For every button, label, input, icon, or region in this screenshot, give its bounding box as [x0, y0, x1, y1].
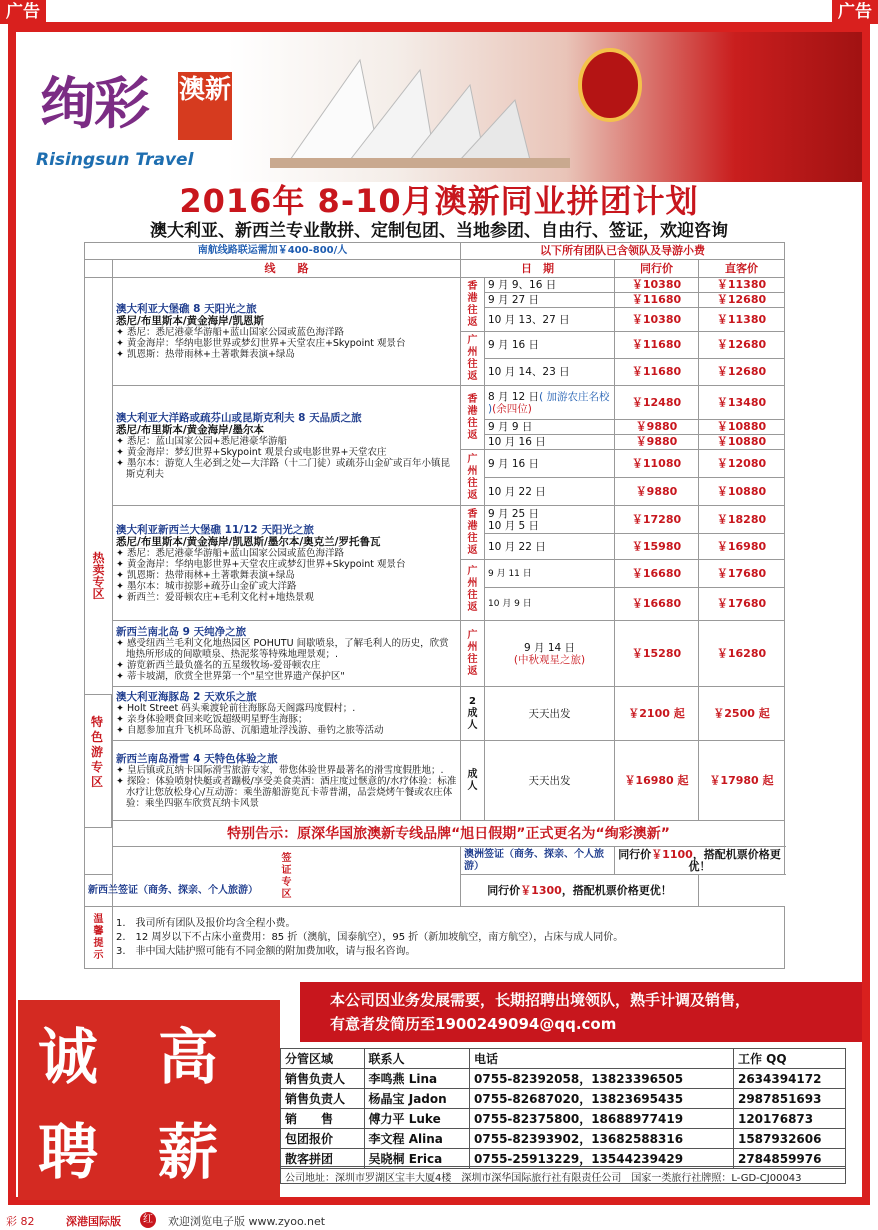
note-left: 南航线路联运需加￥400-800/人: [85, 243, 461, 260]
recruit-banner: 本公司因业务发展需要，长期招聘出境领队，熟手计调及销售， 有意者发简历至1900249094@qq.com: [300, 982, 862, 1042]
route-2-city-hk: 香港往返: [461, 386, 485, 450]
peer-price: ￥16680: [615, 560, 699, 588]
date: 9 月 11 日: [485, 560, 615, 588]
date: 天天出发: [485, 741, 615, 821]
date: 10 月 16 日: [485, 435, 615, 450]
peer-price: ￥9880: [615, 420, 699, 435]
route-5-people: 2 成人: [461, 687, 485, 741]
direct-price: ￥10880: [699, 435, 785, 450]
zone-visa: 签证专区: [113, 847, 461, 907]
peer-price: ￥9880: [615, 435, 699, 450]
ad-label-right: 广告: [832, 0, 878, 24]
footer: [0, 1210, 878, 1230]
direct-price: ￥2500 起: [699, 687, 785, 741]
peer-price: ￥12480: [615, 386, 699, 420]
direct-price: ￥17680: [699, 588, 785, 621]
zone-hot: 热卖专区: [85, 278, 113, 875]
peer-price: ￥10380: [615, 278, 699, 293]
peer-price: ￥2100 起: [615, 687, 699, 741]
peer-price: ￥10380: [615, 308, 699, 332]
direct-price: ￥10880: [699, 420, 785, 435]
date: 9 月 25 日 10 月 5 日: [485, 506, 615, 534]
peer-price: ￥17280: [615, 506, 699, 534]
logo-box: 澳新: [178, 72, 232, 140]
direct-price: ￥12680: [699, 293, 785, 308]
date: 8 月 12 日( 加游农庄名校 )(余四位): [485, 386, 615, 420]
peer-price: ￥16980 起: [615, 741, 699, 821]
contact-table: [280, 1048, 846, 1169]
peer-price: ￥9880: [615, 478, 699, 506]
date: 9 月 16 日: [485, 450, 615, 478]
direct-price: ￥12680: [699, 332, 785, 359]
ad-label-left: 广告: [0, 0, 46, 24]
peer-price: ￥11680: [615, 293, 699, 308]
page-number: 彩 82: [6, 1215, 35, 1228]
date: 9 月 27 日: [485, 293, 615, 308]
col-header: 联系人: [364, 1049, 469, 1069]
date: 9 月 9、16 日: [485, 278, 615, 293]
route-5: 澳大利亚海豚岛 2 天欢乐之旅 ✦ Holt Street 码头乘渡轮前往海豚岛天阁露玛度假村；. ✦ 亲身体验喂食回来吃饭超级明星野生海豚； ✦ 自愿参加直升飞机环岛游、沉船遗址浮浅游、垂钓之旅等活动: [113, 687, 461, 741]
header-route: 线 路: [113, 260, 461, 278]
logo-en: Risingsun Travel: [36, 150, 194, 170]
date: 10 月 14、23 日: [485, 359, 615, 386]
peer-price: ￥15280: [615, 621, 699, 687]
peer-price: ￥11080: [615, 450, 699, 478]
table-row: 销 售 傅力平 Luke 0755-82375800，18688977419 120176873: [281, 1109, 846, 1129]
route-4: 新西兰南北岛 9 天纯净之旅 ✦ 感受纽西兰毛利文化地热园区 POHUTU 间歇喷泉，了解毛利人的历史，欣赏地热所形成的间歇喷泉、热泥浆等特殊地理景观；. ✦ 游览新西兰最负盛名的五星级牧场-爱哥顿农庄 ✦ 蒂卡坡湖，欣赏全世界第一个"星空世界遗产保护区": [113, 621, 461, 687]
logo-cn: 绚彩: [40, 71, 148, 137]
header-direct-price: 直客价: [699, 260, 785, 278]
route-3: 澳大利亚新西兰大堡礁 11/12 天阳光之旅 悉尼/布里斯本/黄金海岸/凯恩斯/墨尔本/奥克兰/罗托鲁瓦 ✦ 悉尼：悉尼港豪华游船+蓝山国家公园或蓝色海洋路 ✦ 黄金海岸：华纳电影世界+天堂农庄或梦幻世界+Skypoint 观景台 ✦ 凯恩斯：热带雨林+土著歌舞表演+绿岛 ✦ 墨尔本：城市掠影+疏芬山金矿或大洋路 ✦ 新西兰：爱哥顿农庄+毛利文化村+地热景观: [113, 506, 461, 621]
col-header: 电话: [470, 1049, 734, 1069]
date: 天天出发: [485, 687, 615, 741]
header-date: 日 期: [461, 260, 615, 278]
zone-special: 特色游专区: [84, 694, 112, 828]
direct-price: ￥17680: [699, 560, 785, 588]
route-2: 澳大利亚大洋路或疏芬山或昆斯克利夫 8 天品质之旅 悉尼/布里斯本/黄金海岸/墨尔本 ✦ 悉尼：蓝山国家公园+悉尼港豪华游船 ✦ 黄金海岸：梦幻世界+Skypoint 观景台或电影世界+天堂农庄 ✦ 墨尔本：游览人生必到之处—大洋路（十二门徒）或疏芬山金矿或百年小镇昆斯克利夫: [113, 386, 461, 506]
table-row: 散客拼团 吴晓桐 Erica 0755-25913229，13544239429 2784859976: [281, 1149, 846, 1169]
col-header: 分管区域: [281, 1049, 365, 1069]
opera-house-illustration: [230, 40, 650, 170]
direct-price: ￥12080: [699, 450, 785, 478]
tour-table: [84, 242, 785, 969]
page-title: 2016年 8-10月澳新同业拼团计划: [179, 182, 699, 220]
direct-price: ￥11380: [699, 278, 785, 293]
date: 9 月 14 日 (中秋观星之旅): [485, 621, 615, 687]
page-subtitle: 澳大利亚、新西兰专业散拼、定制包团、当地参团、自由行、签证，欢迎咨询: [150, 221, 728, 241]
visa-au-price: 同行价￥1100，搭配机票价格更优！: [615, 847, 785, 875]
peer-price: ￥16680: [615, 588, 699, 621]
direct-price: ￥18280: [699, 506, 785, 534]
date: 9 月 16 日: [485, 332, 615, 359]
col-header: 工作 QQ: [733, 1049, 845, 1069]
direct-price: ￥10880: [699, 478, 785, 506]
tips: 1. 我司所有团队及报价均含全程小费。 2. 12 周岁以下不占床小童费用：85 折（澳航，国泰航空），95 折（新加坡航空，南方航空），占床与成人同价。 3. 非中国大陆护照可能有不同金额的附加费加收，请与报名咨询。: [113, 907, 785, 969]
recruit-characters: 诚 高 聘 薪: [18, 1000, 280, 1200]
route-6: 新西兰南岛滑雪 4 天特色体验之旅 ✦ 皇后镇或瓦纳卡国际滑雪旅游专家，带您体验世界最著名的滑雪度假胜地；. ✦ 探险：体验喷射快艇或者蹦极/享受美食美酒：酒庄度过惬意的/水疗体验：标准水疗让您放松身心/互动游：乘坐游船游览瓦卡蒂普湖，品尝烧烤午餐或农庄体验：乘坐四驱车欣赏瓦纳卡风景: [113, 741, 461, 821]
website-link[interactable]: 欢迎浏览电子版 www.zyoo.net: [168, 1215, 326, 1228]
edition: 深港国际版: [66, 1215, 121, 1228]
date: 10 月 22 日: [485, 534, 615, 560]
date: 10 月 22 日: [485, 478, 615, 506]
visa-nz: 新西兰签证（商务、探亲、个人旅游）: [85, 875, 461, 907]
direct-price: ￥13480: [699, 386, 785, 420]
company-address: 公司地址：深圳市罗湖区宝丰大厦4楼 深圳市深华国际旅行社有限责任公司 国家一类旅行社牌照：L-GD-CJ00043: [280, 1166, 846, 1184]
route-6-people: 成人: [461, 741, 485, 821]
direct-price: ￥12680: [699, 359, 785, 386]
zone-tips: 温馨提示: [85, 907, 113, 969]
visa-nz-price: 同行价￥1300，搭配机票价格更优！: [461, 875, 699, 907]
header-peer-price: 同行价: [615, 260, 699, 278]
direct-price: ￥16280: [699, 621, 785, 687]
date: 9 月 9 日: [485, 420, 615, 435]
direct-price: ￥16980: [699, 534, 785, 560]
peer-price: ￥11680: [615, 332, 699, 359]
table-row: 销售负责人 杨晶宝 Jadon 0755-82687020，13823695435 2987851693: [281, 1089, 846, 1109]
direct-price: ￥17980 起: [699, 741, 785, 821]
date: 10 月 9 日: [485, 588, 615, 621]
route-3-city-hk: 香港往返: [461, 506, 485, 560]
route-4-city: 广州往返: [461, 621, 485, 687]
table-row: 包团报价 李文程 Alina 0755-82393902，13682588316 1587932606: [281, 1129, 846, 1149]
special-notice: 特别告示：原深华国旅澳新专线品牌“旭日假期”正式更名为“绚彩澳新”: [113, 821, 785, 847]
route-1-city-hk: 香港往返: [461, 278, 485, 332]
route-1-city-gz: 广州往返: [461, 332, 485, 386]
note-right: 以下所有团队已含领队及导游小费: [461, 243, 785, 260]
date: 10 月 13、27 日: [485, 308, 615, 332]
visa-au: 澳洲签证（商务、探亲、个人旅游）: [461, 847, 615, 875]
direct-price: ￥11380: [699, 308, 785, 332]
table-row: 销售负责人 李鸣燕 Lina 0755-82392058，13823396505 2634394172: [281, 1069, 846, 1089]
peer-price: ￥15980: [615, 534, 699, 560]
edition-badge: 红: [140, 1212, 156, 1228]
route-2-city-gz: 广州往返: [461, 450, 485, 506]
route-3-city-gz: 广州往返: [461, 560, 485, 621]
route-1: 澳大利亚大堡礁 8 天阳光之旅 悉尼/布里斯本/黄金海岸/凯恩斯 ✦ 悉尼：悉尼港豪华游船+蓝山国家公园或蓝色海洋路 ✦ 黄金海岸：华纳电影世界或梦幻世界+天堂农庄+Skypoint 观景台 ✦ 凯恩斯：热带雨林+土著歌舞表演+绿岛: [113, 278, 461, 386]
peer-price: ￥11680: [615, 359, 699, 386]
